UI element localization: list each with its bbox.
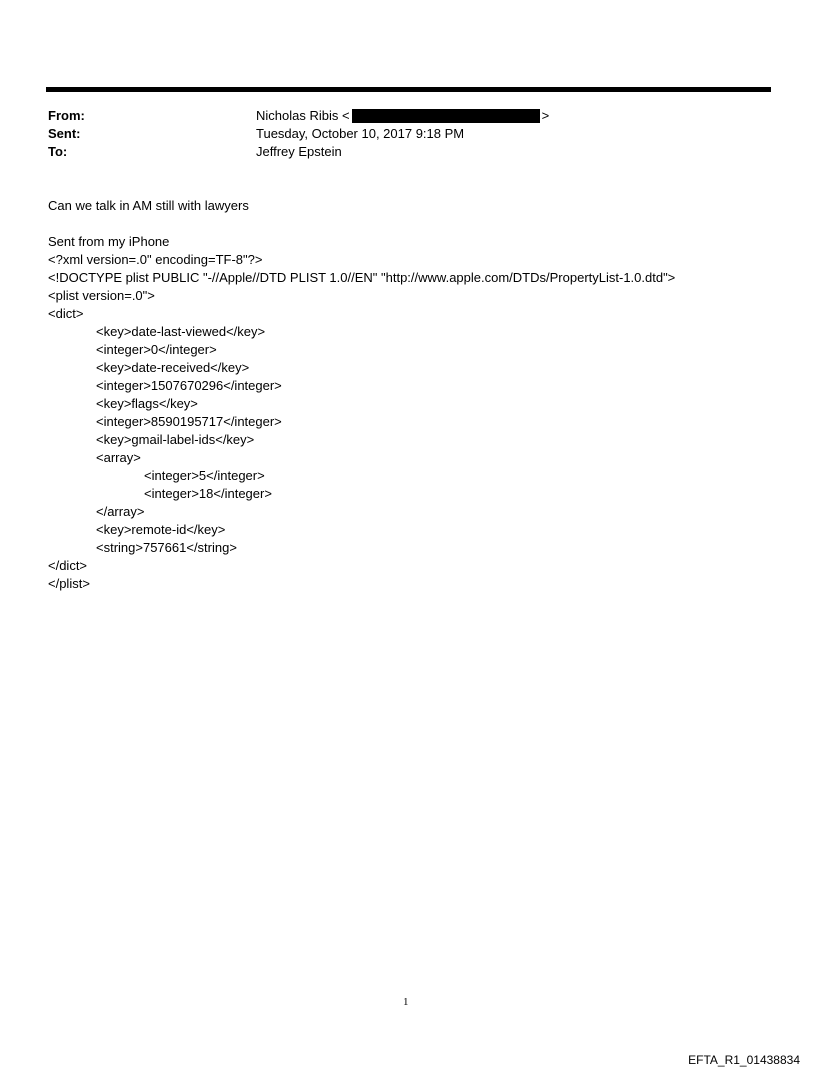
plist-line: <key>flags</key> (96, 396, 198, 411)
plist-line: <!DOCTYPE plist PUBLIC "-//Apple//DTD PLIST 1.0//EN" "http://www.apple.com/DTDs/PropertyList-1.0.dtd"> (48, 270, 676, 285)
document-id: EFTA_R1_01438834 (688, 1053, 800, 1067)
sent-label: Sent: (48, 126, 81, 141)
plist-line: </dict> (48, 558, 88, 573)
from-label: From: (48, 108, 85, 123)
sent-value: Tuesday, October 10, 2017 9:18 PM (256, 126, 465, 141)
sender-close-bracket: > (541, 108, 550, 123)
plist-line: <?xml version=.0" encoding=TF-8"?> (48, 252, 263, 267)
plist-line: </plist> (48, 576, 90, 591)
plist-line: <integer>5</integer> (144, 468, 265, 483)
plist-line: <key>date-last-viewed</key> (96, 324, 266, 339)
plist-line: <array> (96, 450, 141, 465)
signature-text: Sent from my iPhone (48, 234, 170, 249)
plist-line: <plist version=.0"> (48, 288, 155, 303)
redacted-email (352, 109, 540, 123)
plist-line: <integer>18</integer> (144, 486, 272, 501)
plist-line: <integer>0</integer> (96, 342, 217, 357)
plist-line: <integer>1507670296</integer> (96, 378, 282, 393)
plist-line: <dict> (48, 306, 84, 321)
plist-line: <string>757661</string> (96, 540, 237, 555)
header-divider (46, 87, 771, 92)
sender-name: Nicholas Ribis < (256, 108, 350, 123)
page-number: 1 (403, 996, 409, 1008)
to-label: To: (48, 144, 68, 159)
from-value (256, 107, 549, 125)
plist-line: <key>gmail-label-ids</key> (96, 432, 255, 447)
plist-line: </array> (96, 504, 145, 519)
plist-line: <key>remote-id</key> (96, 522, 226, 537)
plist-line: <key>date-received</key> (96, 360, 250, 375)
plist-line: <integer>8590195717</integer> (96, 414, 282, 429)
message-text: Can we talk in AM still with lawyers (48, 198, 249, 213)
to-value: Jeffrey Epstein (256, 144, 342, 159)
